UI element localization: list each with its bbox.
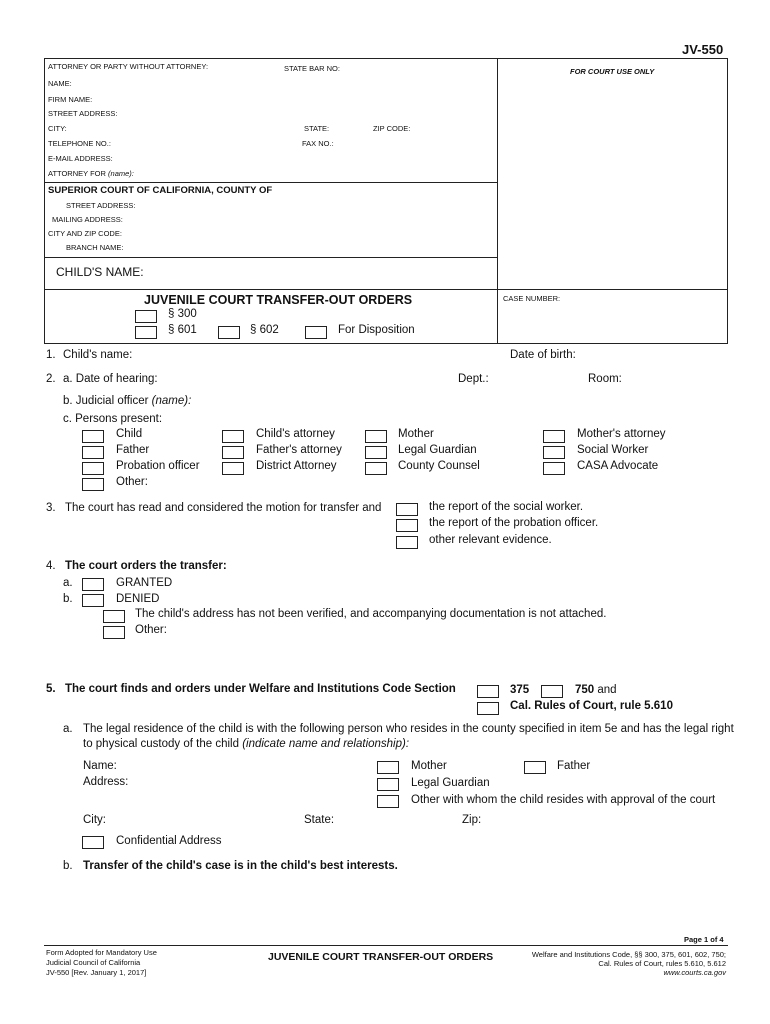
item5-b-text: Transfer of the child's case is in the child's best interests. — [83, 860, 398, 872]
caption-divider-1 — [44, 182, 498, 183]
section-375-label: 375 — [510, 684, 530, 696]
option-disposition-label: For Disposition — [338, 324, 415, 336]
court-street-label: STREET ADDRESS: — [66, 201, 136, 210]
present-father-label: Father — [116, 444, 150, 456]
footer-rule — [44, 945, 728, 946]
present-county-counsel-label: County Counsel — [398, 460, 480, 472]
checkbox-childs-attorney[interactable] — [222, 430, 244, 443]
checkbox-disposition[interactable] — [305, 326, 327, 339]
state-bar-label: STATE BAR NO: — [284, 64, 340, 73]
other-evidence-label: other relevant evidence. — [429, 534, 552, 546]
granted-label: GRANTED — [116, 577, 173, 589]
item5-b-label: b. — [63, 860, 73, 872]
item5-a-text-line2 — [83, 738, 409, 750]
checkbox-residence-mother[interactable] — [377, 761, 399, 774]
denied-other-label: Other: — [135, 624, 167, 636]
present-child-label: Child — [116, 428, 143, 440]
judicial-officer-name: (name): — [151, 395, 192, 407]
present-childs-attorney-label: Child's attorney — [256, 428, 335, 440]
confidential-address-label: Confidential Address — [116, 835, 222, 847]
present-probation-officer-label: Probation officer — [116, 460, 200, 472]
residence-zip-label: Zip: — [462, 814, 482, 826]
item4-title: The court orders the transfer: — [65, 560, 227, 572]
checkbox-denied-other[interactable] — [103, 626, 125, 639]
caption-divider-3 — [44, 289, 728, 290]
checkbox-casa-advocate[interactable] — [543, 462, 565, 475]
city-label: CITY: — [48, 124, 67, 133]
name-label: NAME: — [48, 79, 72, 88]
date-of-birth-label: Date of birth: — [510, 349, 576, 361]
option-300-label: § 300 — [168, 308, 197, 320]
attorney-for-name: (name): — [108, 169, 134, 178]
rule-5610-label: Cal. Rules of Court, rule 5.610 — [510, 700, 673, 712]
checkbox-other-present[interactable] — [82, 478, 104, 491]
item1-number: 1. — [46, 349, 56, 361]
street-address-label: STREET ADDRESS: — [48, 109, 118, 118]
item5-a-text-line1: The legal residence of the child is with the following person who resides in the county specified in item 5e and has the legal right — [83, 723, 734, 735]
case-number-label: CASE NUMBER: — [503, 294, 561, 303]
checkbox-probation-officer[interactable] — [82, 462, 104, 475]
checkbox-legal-guardian[interactable] — [365, 446, 387, 459]
judicial-officer-label — [63, 395, 191, 407]
telephone-label: TELEPHONE NO.: — [48, 139, 111, 148]
item3-text: The court has read and considered the motion for transfer and — [65, 502, 382, 514]
page-number: Page 1 of 4 — [684, 935, 724, 944]
checkbox-750[interactable] — [541, 685, 563, 698]
section-750-and: and — [597, 684, 617, 696]
denied-label: DENIED — [116, 593, 160, 605]
checkbox-county-counsel[interactable] — [365, 462, 387, 475]
checkbox-375[interactable] — [477, 685, 499, 698]
residence-guardian-label: Legal Guardian — [411, 777, 490, 789]
caption-vertical-divider — [497, 58, 498, 344]
present-district-attorney-label: District Attorney — [256, 460, 337, 472]
item4-a-label: a. — [63, 577, 73, 589]
attorney-for-label — [48, 169, 134, 178]
residence-state-label: State: — [304, 814, 335, 826]
checkbox-probation-report[interactable] — [396, 519, 418, 532]
residence-mother-label: Mother — [411, 760, 447, 772]
social-worker-report-label: the report of the social worker. — [429, 501, 584, 513]
email-label: E-MAIL ADDRESS: — [48, 154, 113, 163]
checkbox-601[interactable] — [135, 326, 157, 339]
firm-name-label: FIRM NAME: — [48, 95, 93, 104]
checkbox-denied[interactable] — [82, 594, 104, 607]
state-label: STATE: — [304, 124, 330, 133]
option-602-label: § 602 — [250, 324, 279, 336]
item3-number: 3. — [46, 502, 56, 514]
checkbox-300[interactable] — [135, 310, 157, 323]
court-city-label: CITY AND ZIP CODE: — [48, 229, 122, 238]
footer-revision: JV-550 [Rev. January 1, 2017] — [46, 968, 147, 977]
attorney-label: ATTORNEY OR PARTY WITHOUT ATTORNEY: — [48, 62, 209, 71]
checkbox-confidential-address[interactable] — [82, 836, 104, 849]
checkbox-other-evidence[interactable] — [396, 536, 418, 549]
checkbox-rule-5610[interactable] — [477, 702, 499, 715]
room-label: Room: — [588, 373, 622, 385]
present-mothers-attorney-label: Mother's attorney — [577, 428, 666, 440]
date-of-hearing-label: a. Date of hearing: — [63, 373, 158, 385]
footer-adopted: Form Adopted for Mandatory Use — [46, 948, 157, 957]
footer-codes-line2: Cal. Rules of Court, rules 5.610, 5.612 — [598, 959, 726, 968]
attorney-for-text: ATTORNEY FOR — [48, 169, 106, 178]
checkbox-district-attorney[interactable] — [222, 462, 244, 475]
childs-name-field-label: Child's name: — [63, 349, 133, 361]
checkbox-mothers-attorney[interactable] — [543, 430, 565, 443]
checkbox-residence-guardian[interactable] — [377, 778, 399, 791]
present-fathers-attorney-label: Father's attorney — [256, 444, 342, 456]
footer-codes-line1: Welfare and Institutions Code, §§ 300, 375, 601, 602, 750; — [531, 950, 726, 959]
checkbox-address-not-verified[interactable] — [103, 610, 125, 623]
fax-label: FAX NO.: — [302, 139, 334, 148]
court-branch-label: BRANCH NAME: — [66, 243, 124, 252]
dept-label: Dept.: — [458, 373, 489, 385]
probation-report-label: the report of the probation officer. — [429, 517, 599, 529]
residence-name-label: Name: — [83, 760, 117, 772]
checkbox-602[interactable] — [218, 326, 240, 339]
residence-father-label: Father — [557, 760, 591, 772]
footer-title: JUVENILE COURT TRANSFER-OUT ORDERS — [268, 951, 494, 963]
court-use-label: FOR COURT USE ONLY — [570, 67, 655, 76]
caption-divider-2 — [44, 257, 498, 258]
present-other-label: Other: — [116, 476, 148, 488]
checkbox-granted[interactable] — [82, 578, 104, 591]
item4-b-label: b. — [63, 593, 73, 605]
section-750-label — [575, 684, 617, 696]
address-not-verified-label: The child's address has not been verified, and accompanying documentation is not attached. — [135, 608, 607, 620]
item5-number: 5. — [46, 683, 56, 695]
item5-a-text-line2-plain: to physical custody of the child — [83, 738, 239, 750]
court-title: SUPERIOR COURT OF CALIFORNIA, COUNTY OF — [48, 185, 273, 196]
residence-other-label: Other with whom the child resides with approval of the court — [411, 794, 716, 806]
option-601-label: § 601 — [168, 324, 197, 336]
footer-url[interactable]: www.courts.ca.gov — [663, 968, 726, 977]
present-casa-advocate-label: CASA Advocate — [577, 460, 659, 472]
section-750-text: 750 — [575, 684, 595, 696]
checkbox-social-worker[interactable] — [543, 446, 565, 459]
item4-number: 4. — [46, 560, 56, 572]
court-mailing-label: MAILING ADDRESS: — [52, 215, 123, 224]
childs-name-label: CHILD'S NAME: — [56, 265, 144, 279]
present-legal-guardian-label: Legal Guardian — [398, 444, 477, 456]
footer-council: Judicial Council of California — [46, 958, 141, 967]
zip-label: ZIP CODE: — [373, 124, 411, 133]
residence-address-label: Address: — [83, 776, 129, 788]
form-number: JV-550 — [682, 42, 724, 57]
present-social-worker-label: Social Worker — [577, 444, 649, 456]
checkbox-residence-father[interactable] — [524, 761, 546, 774]
item5-a-label: a. — [63, 723, 73, 735]
persons-present-label: c. Persons present: — [63, 413, 163, 425]
checkbox-father[interactable] — [82, 446, 104, 459]
present-mother-label: Mother — [398, 428, 434, 440]
item5-title: The court finds and orders under Welfare and Institutions Code Section — [65, 683, 456, 695]
form-title: JUVENILE COURT TRANSFER-OUT ORDERS — [144, 293, 413, 307]
checkbox-social-worker-report[interactable] — [396, 503, 418, 516]
residence-city-label: City: — [83, 814, 106, 826]
item2-number: 2. — [46, 373, 56, 385]
item5-a-text-line2-italic: (indicate name and relationship): — [242, 738, 410, 750]
checkbox-child[interactable] — [82, 430, 104, 443]
checkbox-residence-other[interactable] — [377, 795, 399, 808]
checkbox-mother[interactable] — [365, 430, 387, 443]
judicial-officer-text: b. Judicial officer — [63, 395, 149, 407]
checkbox-fathers-attorney[interactable] — [222, 446, 244, 459]
